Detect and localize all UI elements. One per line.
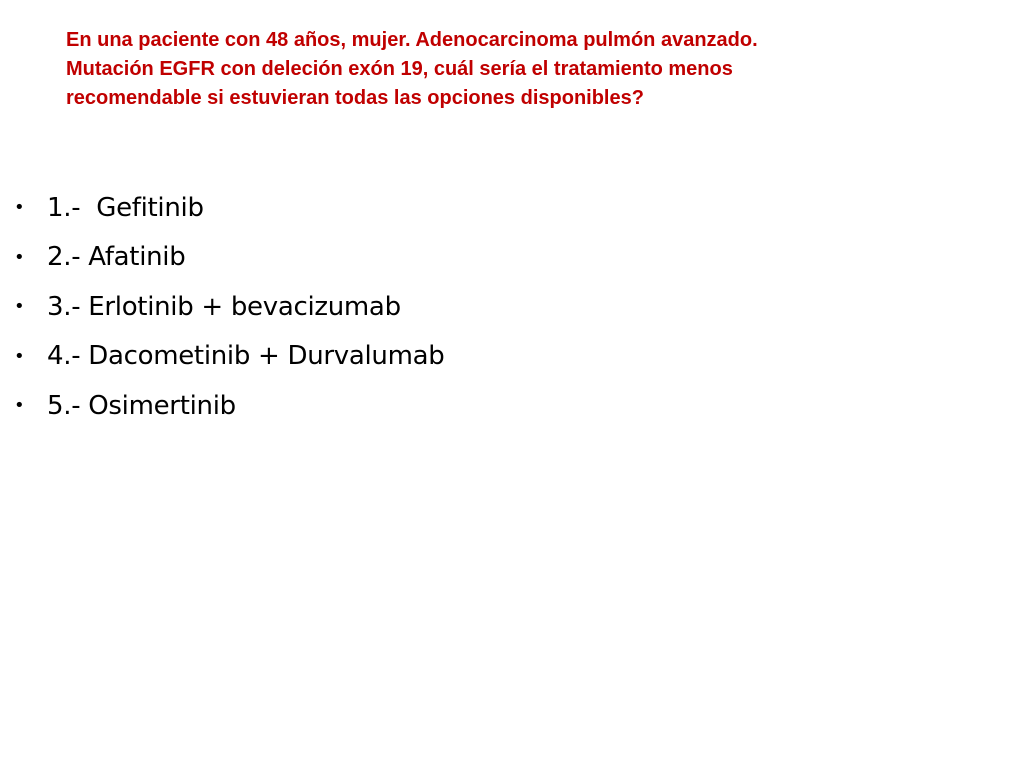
bullet-icon: • <box>14 246 25 268</box>
question-line: Mutación EGFR con deleción exón 19, cuál sería el tratamiento menos <box>66 58 733 80</box>
question-line: En una paciente con 48 años, mujer. Adenocarcinoma pulmón avanzado. <box>66 29 758 51</box>
answer-option-label: 3.- Erlotinib + bevacizumab <box>47 291 401 322</box>
bullet-icon: • <box>14 296 25 318</box>
answer-option-label: 2.- Afatinib <box>47 242 186 273</box>
bullet-icon: • <box>14 395 25 417</box>
answer-option-label: 4.- Dacometinib + Durvalumab <box>47 341 445 372</box>
bullet-icon: • <box>14 197 25 219</box>
answer-option-label: 1.- Gefitinib <box>47 192 204 223</box>
answer-option-label: 5.- Osimertinib <box>47 390 236 421</box>
question-text <box>66 26 966 113</box>
question-line: recomendable si estuvieran todas las opciones disponibles? <box>66 87 644 109</box>
bullet-icon: • <box>14 345 25 367</box>
